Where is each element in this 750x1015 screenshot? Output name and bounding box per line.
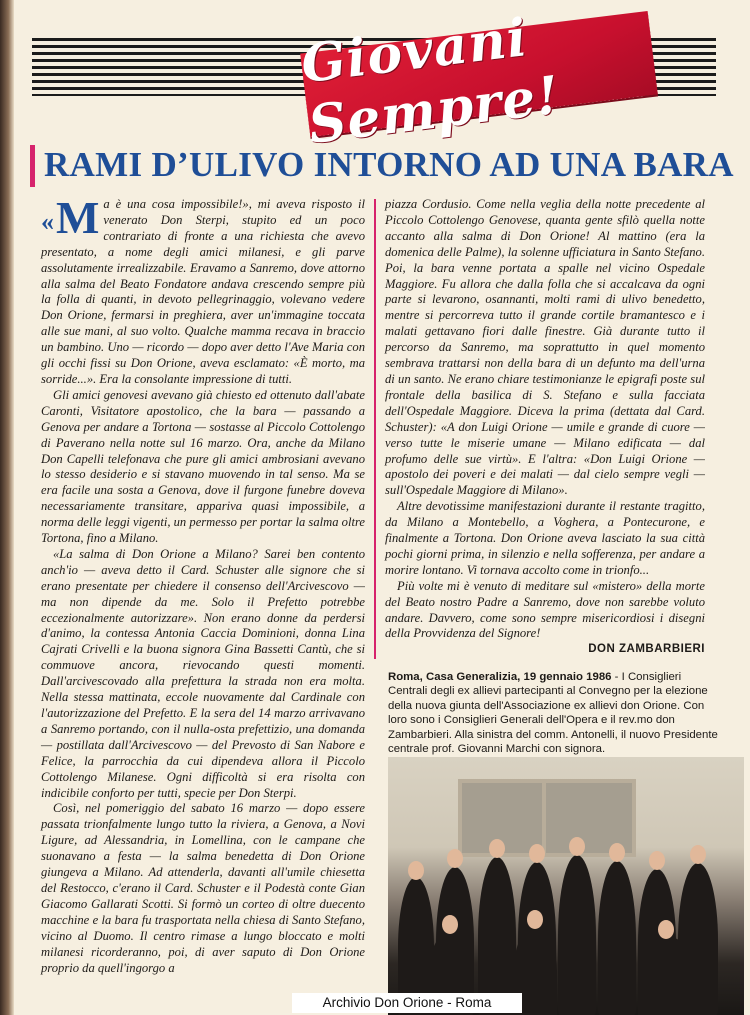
article-paragraph-1 (41, 192, 365, 388)
article-right-column (385, 197, 705, 658)
article-signature: DON ZAMBARBIERI (588, 643, 705, 656)
article-paragraph-4: Così, nel pomeriggio del sabato 16 marzo — dopo essere passata trionfalmente lungo tutto la riviera, a Genova, a Novi Ligure, ad Alessandria, in Lomellina, con le campane che suonavano a festa — la salma benedetta di Don Orione giungeva a Milano. Ad attenderla, davanti all'umile chiesetta del Restocco, c'erano il Card. Schuster e il Podestà conte Gian Giacomo Gallarati Scotti. Si formò un corteo di oltre duecento macchine e la bara fu trasportata nella chiesa di Santo Stefano, vicino al Duomo. Il centro rimase a lungo bloccato e molti milanesi ricorderanno, poi, di aver saputo di Don Orione proprio da quell'ingorgo a (41, 801, 365, 975)
photo-caption-lead: Roma, Casa Generalizia, 19 gennaio 1986 (388, 671, 612, 683)
archive-watermark: Archivio Don Orione - Roma (292, 993, 522, 1013)
photo-face (609, 843, 625, 862)
article-headline: RAMI D’ULIVO INTORNO AD UNA BARA (44, 145, 734, 184)
paragraph-text: a è una cosa impossibile!», mi aveva risposto il venerato Don Sterpi, stupito ed un poco contrariato di fronte a una richiesta che avevo presentato, a nome degli amici milanesi, e gli parve assolutamente irrealizzabile. Eravamo a Sanremo, dove attorno alla salma del Beato Fondatore andava crescendo sempre più la folla di quanti, in devoto pellegrinaggio, volevano vedere Don Orione, fermarsi in preghiera, aver un'immagine toccata alle sue mani, al suo volto. Qualche mamma recava in braccio un bambino. Uno — ricordo — dopo aver detto l'Ave Maria con gli occhi fissi su Don Orione, aveva esclamato: «È morto, ma sorride...». Era la consolante impressione di tutti. (41, 197, 365, 386)
photo-figure (638, 937, 698, 1015)
masthead-banner-text: Giovani Sempre! (297, 7, 564, 156)
article-paragraph-6: Altre devotissime manifestazioni durante il restante tragitto, da Milano a Montebello, a Voghera, a Pontecurone, e finalmente a Tortona. Don Orione aveva lasciato la sua città pochi giorni prima, in silenzio e nella sofferenza, per andare a morire lontano. Vi tornava accolto come in trionfo... (385, 499, 705, 577)
photo-face (690, 845, 706, 864)
photo-figure (598, 861, 636, 1015)
photo-face (527, 910, 543, 929)
drop-cap: M (56, 192, 100, 243)
photo-window (458, 779, 636, 857)
photo-face (649, 851, 665, 870)
article-paragraph-7: Più volte mi è venuto di meditare sul «mistero» della morte del Beato nostro Padre a Sanremo, dove non sarebbe voluto andare. Davvero, come sono sempre misericordiosi i disegni della Provvidenza del Signore! (385, 578, 705, 641)
page-spine-shadow (0, 0, 14, 1015)
article-paragraph-2: Gli amici genovesi avevano già chiesto ed ottenuto dall'abate Caronti, Visitatore apostolico, che la bara — passando a Genova per andare a Tortona — sostasse al Piccolo Cottolengo di Paverano nella notte sul 16 marzo. Ora, anche da Milano Don Capelli telefonava che pure gli amici ambrosiani avevano lo stesso desiderio e si stavano muovendo in tal senso. Ma se era facile una sosta a Genova, dove il furgone funebre doveva necessariamente transitare, appariva quasi impossibile, a norma delle leggi vigenti, un permesso per portar la salma oltre Tortona, fino a Milano. (41, 387, 365, 546)
photo-caption (388, 670, 720, 756)
photo-caption-text: - I Consiglieri Centrali degli ex allievi partecipanti al Convegno per la elezione della nuova giunta dell'Associazione ex allievi don Orione. Con loro sono i Consiglieri Generali dell'Opera e il rev.mo don Zambarbieri. Alla sinistra del comm. Antonelli, il nuovo Presidente centrale prof. Giovanni Marchi con signora. (388, 671, 718, 756)
photo-face (658, 920, 674, 939)
photo-face (408, 861, 424, 880)
photo-figure (478, 857, 516, 1015)
photo-figure (558, 855, 596, 1015)
photo-face (569, 837, 585, 856)
opening-quote-mark: « (41, 207, 54, 236)
photo-face (529, 844, 545, 863)
photo-face (447, 849, 463, 868)
masthead-banner (297, 7, 658, 156)
photo-face (442, 915, 458, 934)
headline-accent-bar (30, 145, 35, 187)
article-left-column (41, 192, 365, 976)
column-divider (374, 199, 376, 659)
article-paragraph-3: «La salma di Don Orione a Milano? Sarei ben contento anch'io — aveva detto il Card. Schuster alle signore che si erano presentate per chiedere il consenso dell'Arcivescovo — ma non dipende da me. Solo il Prefetto potrebbe eccezionalmente autorizzare». Non erano donne da perdersi d'animo, la contessa Antonia Caccia Dominioni, donna Lina Cajrati Crivelli e la buona signora Gina Bassetti Cantù, che si commuove ancora, rievocando questi momenti. Dall'arcivescovado alla prefettura la strada non era molta. Nella stessa mattinata, eccole nuovamente dal Cardinale con l'autorizzazione del Prefetto. E la sera del 14 marzo arrivavano a Sanremo portando, con il nulla-osta prefettizio, una domanda — postillata dall'Arcivescovo — del Prevosto di San Nabore e Felice, la parrocchia da cui dipendeva allora il Piccolo Cottolengo Milanese. Ogni difficoltà si era risolta con indicibile conforto per tutti, specie per Don Sterpi. (41, 546, 365, 800)
article-paragraph-5: piazza Cordusio. Come nella veglia della notte precedente al Piccolo Cottolengo Genovese, quanta gente sfilò quella notte accanto alla salma di Don Orione! Al mattino (era la domenica delle Palme), la solenne ufficiatura in Santo Stefano. Poi, la bara venne portata a spalle nel vicino Ospedale Maggiore. Fu allora che dalla folla che si accalcava da ogni parte si levarono, osannanti, molti rami di ulivo benedetto, mentre si percorreva tutto il grande cortile bramantesco e i malati gettavano fiori dalle finestre. Già durante tutto il percorso da Sanremo, ma soprattutto in quel momento sembrava trattarsi non della bara di un defunto ma dell'urna di un santo. Ne erano chiare testimonianze le epigrafi poste sul frontale della basilica di S. Stefano e sulla facciata dell'Ospedale Maggiore. Diceva la prima (dettata dal Card. Schuster): «A don Luigi Orione — umile e grande di cuore — verso tutte le miserie umane — Milano edificata — dal profumo delle sue virtù». E l'altra: «Don Luigi Orione — apostolo dei poveri e dei malati — dal cielo sempre vegli — sull'Ospedale Maggiore di Milano». (385, 197, 705, 498)
photo-face (489, 839, 505, 858)
group-photo (388, 757, 744, 1015)
